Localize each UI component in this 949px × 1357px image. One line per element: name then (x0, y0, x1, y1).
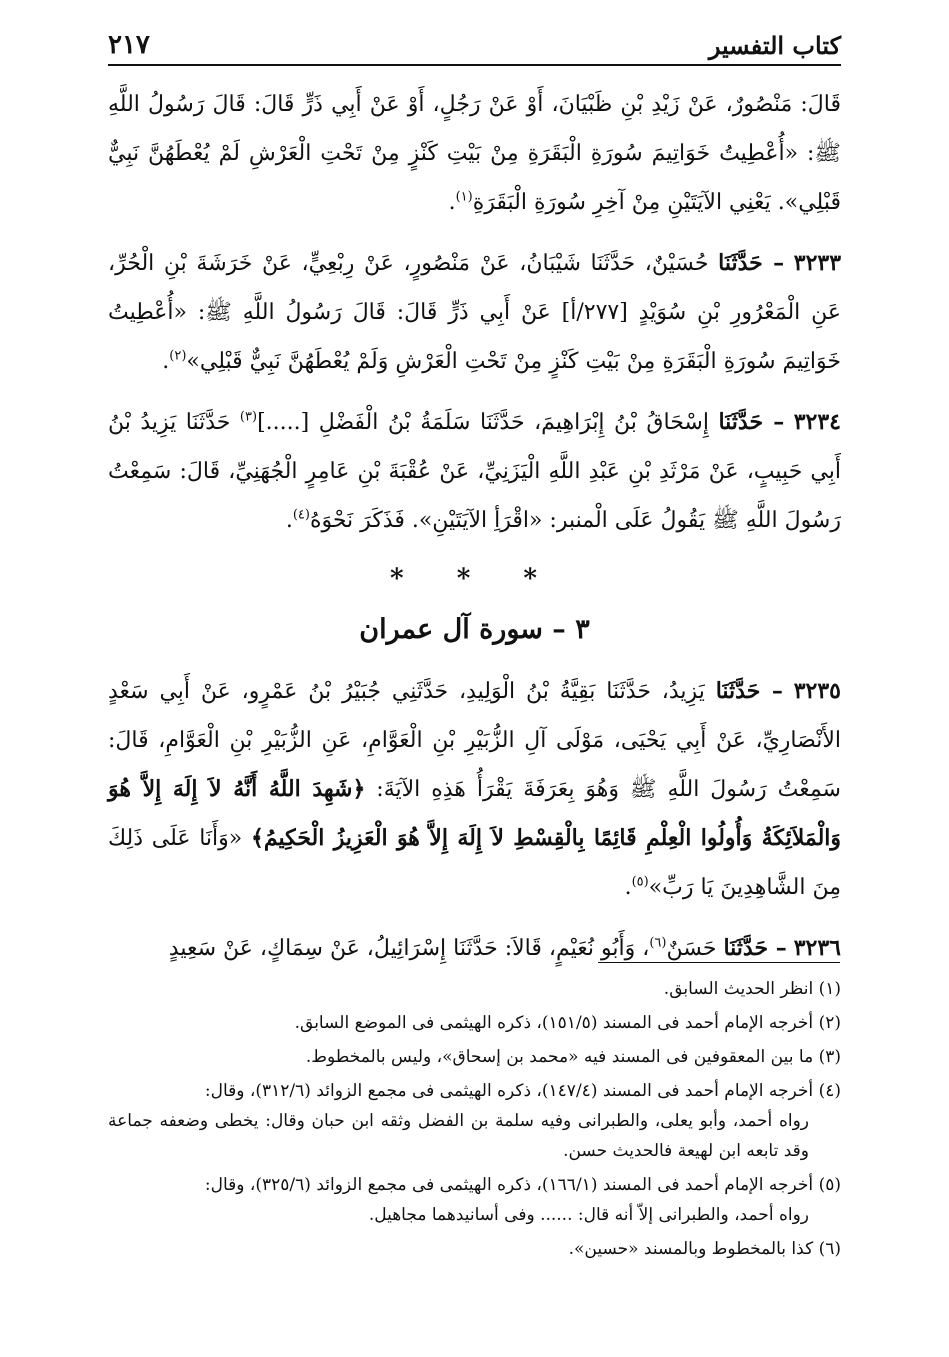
hadith-lead: – حَدَّثَنَا (718, 409, 785, 435)
footnote-label: (٣) (818, 1047, 841, 1067)
hadith-3235: ٣٢٣٥ – حَدَّثَنَا يَزِيدُ، حَدَّثَنَا بَقِيَّةُ بْنُ الْوَلِيدِ، حَدَّثَنِي جُبَيْرُ بْنُ عَمْرٍو، عَنْ أَبِي سَعْدٍ الأَنْصَارِيِّ، عَنْ أَبِي يَحْيَى، مَوْلَى آلِ الزُّبَيْرِ بْنِ الْعَوَّامِ، عَنِ الزُّبَيْرِ بْنِ الْعَوَّامِ، قَالَ: سَمِعْتُ رَسُولَ اللَّهِ ﷺ وَهُوَ بِعَرَفَةَ يَقْرَأُ هَذِهِ الآيَةَ: ﴿شَهِدَ اللَّهُ أَنَّهُ لاَ إِلَهَ إِلاَّ هُوَ وَالْمَلاَئِكَةُ وَأُولُوا الْعِلْمِ قَائِمًا بِالْقِسْطِ لاَ إِلَهَ إِلاَّ هُوَ الْعَزِيزُ الْحَكِيمُ﴾ «وَأَنَا عَلَى ذَلِكَ مِنَ الشَّاهِدِينَ يَا رَبِّ»$^{(٥)}$. (108, 678, 842, 900)
footnote-ref: (٣) (239, 409, 258, 425)
hadith-text: حَسَنٌ (666, 936, 717, 961)
footnote-label: (٦) (818, 1239, 841, 1259)
main-text (108, 80, 841, 985)
section-separator: * * * (390, 564, 559, 594)
footnote-ref: (٦) (649, 935, 667, 951)
surah-heading: ٣ – سورة آل عمران (359, 614, 590, 645)
hadith-text: حَدَّثَنَا يَزِيدُ بْنُ أَبِي حَبِيبٍ، عَنْ مَرْثَدِ بْنِ عَبْدِ اللَّهِ الْيَزَنِيِّ، عَنْ عُقْبَةَ بْنِ عَامِرٍ الْجُهَنِيِّ، قَالَ: سَمِعْتُ رَسُولَ اللَّهِ ﷺ يَقُولُ عَلَى الْمنبر: «اقْرَأِ الآيَتَيْنِ». فَذَكَرَ نَحْوَهُ (108, 410, 841, 533)
footnote-label: (٤) (818, 1081, 841, 1101)
hadith-continuation: قَالَ: مَنْصُورٌ، عَنْ زَيْدِ بْنِ ظَبْيَانَ، أَوْ عَنْ رَجُلٍ، أَوْ عَنْ أَبِي ذَرٍّ قَالَ: قَالَ رَسُولُ اللَّهِ ﷺ: «أُعْطِيتُ خَوَاتِيمَ سُورَةِ الْبَقَرَةِ مِنْ بَيْتِ كَنْزٍ مِنْ تَحْتِ الْعَرْشِ لَمْ يُعْطَهُنَّ نَبِيٌّ قَبْلِي». يَعْنِي الآيَتَيْنِ مِنْ آخِرِ سُورَةِ الْبَقَرَةِ$^{(١)}$. (108, 92, 841, 215)
hadith-text: حُسَيْنٌ، حَدَّثَنَا شَيْبَانُ، عَنْ مَنْصُورٍ، عَنْ رِبْعِيٍّ، عَنْ خَرَشَةَ بْنِ الْحُرِّ، عَنِ الْمَعْرُورِ بْنِ سُوَيْدٍ [٢٧٧/أ] عَنْ أَبِي ذَرٍّ قَالَ: قَالَ رَسُولُ اللَّهِ ﷺ: «أُعْطِيتُ خَوَاتِيمَ سُورَةِ الْبَقَرَةِ مِنْ بَيْتِ كَنْزٍ مِنْ تَحْتِ الْعَرْشِ وَلَمْ يُعْطَهُنَّ نَبِيٌّ قَبْلِي» (108, 251, 841, 374)
footnote-text: ما بين المعقوفين فى المسند فيه «محمد بن إسحاق»، وليس بالمخطوط. (305, 1047, 814, 1067)
footnotes (108, 974, 841, 1268)
footnote-label: (١) (818, 979, 841, 999)
footnote-continuation: رواه أحمد، وأبو يعلى، والطبرانى وفيه سلمة بن الفضل وثقه ابن حبان وقال: يخطى وضعفه جماعة وقد تابعه ابن لهيعة فالحديث حسن. (108, 1111, 809, 1161)
footnote-text: كذا بالمخطوط وبالمسند «حسين». (568, 1239, 814, 1259)
footnote-ref: (٤) (292, 507, 310, 523)
footnote-ref: (١) (455, 189, 473, 205)
hadith-number: ٣٢٣٤ (793, 409, 841, 435)
hadith-lead: – حَدَّثَنَا (715, 678, 783, 704)
hadith-text: يَزِيدُ، حَدَّثَنَا بَقِيَّةُ بْنُ الْوَلِيدِ، حَدَّثَنِي جُبَيْرُ بْنُ عَمْرٍو، عَنْ أَبِي سَعْدٍ الأَنْصَارِيِّ، عَنْ أَبِي يَحْيَى، مَوْلَى آلِ الزُّبَيْرِ بْنِ الْعَوَّامِ، عَنِ الزُّبَيْرِ بْنِ الْعَوَّامِ، قَالَ: سَمِعْتُ رَسُولَ اللَّهِ ﷺ وَهُوَ بِعَرَفَةَ يَقْرَأُ هَذِهِ الآيَةَ: (108, 679, 841, 802)
footnote-ref: (٥) (631, 874, 649, 890)
footnote-text: أخرجه الإمام أحمد فى المسند (١٦٦/١)، ذكره الهيثمى فى مجمع الزوائد (٣٢٥/٦)، وقال: (204, 1175, 814, 1195)
footnote-text: انظر الحديث السابق. (663, 979, 814, 999)
footnote-text: أخرجه الإمام أحمد فى المسند (١٥١/٥)، ذكره الهيثمى فى الموضع السابق. (294, 1013, 814, 1033)
footnote-item (108, 1234, 841, 1264)
footnote-label: (٢) (818, 1013, 841, 1033)
footnote-item (108, 974, 841, 1004)
page-header (108, 22, 841, 66)
hadith-number: ٣٢٣٦ (793, 935, 841, 961)
hadith-number: ٣٢٣٥ (793, 678, 841, 704)
hadith-text: ، وَأَبُو نُعَيْمٍ، قَالاَ: حَدَّثَنَا إِسْرَائِيلُ، عَنْ سِمَاكٍ، عَنْ سَعِيدٍ (168, 936, 650, 961)
footnote-text: أخرجه الإمام أحمد فى المسند (١٤٧/٤)، ذكره الهيثمى فى مجمع الزوائد (٣١٢/٦)، وقال: (204, 1081, 814, 1101)
footnote-continuation: رواه أحمد، والطبرانى إلاّ أنه قال: ...... وفى أسانيدهما مجاهيل. (368, 1205, 809, 1225)
hadith-3236 (108, 924, 841, 973)
quran-verse: ﴿شَهِدَ اللَّهُ أَنَّهُ لاَ إِلَهَ إِلاَّ هُوَ وَالْمَلاَئِكَةُ وَأُولُوا الْعِلْمِ قَائِمًا بِالْقِسْطِ لاَ إِلَهَ إِلاَّ هُوَ الْعَزِيزُ الْحَكِيمُ﴾ (108, 776, 842, 851)
hadith-number: ٣٢٣٣ (793, 250, 842, 276)
page-number: ٢١٧ (108, 30, 150, 60)
running-title: كتاب التفسير (708, 31, 841, 60)
hadith-lead: – حَدَّثَنَا (723, 935, 787, 961)
footnote-divider (598, 962, 840, 963)
footnote-item (108, 1170, 841, 1230)
hadith-3234: ٣٢٣٤ – حَدَّثَنَا إِسْحَاقُ بْنُ إِبْرَاهِيمَ، حَدَّثَنَا سَلَمَةُ بْنُ الْفَضْلِ [.....]$^{(٣)}$ حَدَّثَنَا يَزِيدُ بْنُ أَبِي حَبِيبٍ، عَنْ مَرْثَدِ بْنِ عَبْدِ اللَّهِ الْيَزَنِيِّ، عَنْ عُقْبَةَ بْنِ عَامِرٍ الْجُهَنِيِّ، قَالَ: سَمِعْتُ رَسُولَ اللَّهِ ﷺ يَقُولُ عَلَى الْمنبر: «اقْرَأِ الآيَتَيْنِ». فَذَكَرَ نَحْوَهُ$^{(٤)}$. (108, 409, 841, 533)
footnote-ref: (٢) (169, 348, 187, 364)
footnote-item (108, 1042, 841, 1072)
hadith-3233: ٣٢٣٣ – حَدَّثَنَا حُسَيْنٌ، حَدَّثَنَا شَيْبَانُ، عَنْ مَنْصُورٍ، عَنْ رِبْعِيٍّ، عَنْ خَرَشَةَ بْنِ الْحُرِّ، عَنِ الْمَعْرُورِ بْنِ سُوَيْدٍ [٢٧٧/أ] عَنْ أَبِي ذَرٍّ قَالَ: قَالَ رَسُولُ اللَّهِ ﷺ: «أُعْطِيتُ خَوَاتِيمَ سُورَةِ الْبَقَرَةِ مِنْ بَيْتِ كَنْزٍ مِنْ تَحْتِ الْعَرْشِ وَلَمْ يُعْطَهُنَّ نَبِيٌّ قَبْلِي»$^{(٢)}$. (108, 250, 842, 374)
hadith-text: «وَأَنَا عَلَى ذَلِكَ مِنَ الشَّاهِدِينَ يَا رَبِّ» (108, 826, 841, 900)
hadith-text: إِسْحَاقُ بْنُ إِبْرَاهِيمَ، حَدَّثَنَا سَلَمَةُ بْنُ الْفَضْلِ [.....] (257, 410, 709, 435)
footnote-item (108, 1008, 841, 1038)
footnote-label: (٥) (818, 1175, 841, 1195)
footnote-item (108, 1076, 841, 1166)
paragraph-text: قَالَ: مَنْصُورٌ، عَنْ زَيْدِ بْنِ ظَبْيَانَ، أَوْ عَنْ رَجُلٍ، أَوْ عَنْ أَبِي ذَرٍّ قَالَ: قَالَ رَسُولُ اللَّهِ ﷺ: «أُعْطِيتُ خَوَاتِيمَ سُورَةِ الْبَقَرَةِ مِنْ بَيْتِ كَنْزٍ مِنْ تَحْتِ الْعَرْشِ لَمْ يُعْطَهُنَّ نَبِيٌّ قَبْلِي». يَعْنِي الآيَتَيْنِ مِنْ آخِرِ سُورَةِ الْبَقَرَةِ (108, 92, 841, 215)
hadith-lead: – حَدَّثَنَا (718, 250, 785, 276)
